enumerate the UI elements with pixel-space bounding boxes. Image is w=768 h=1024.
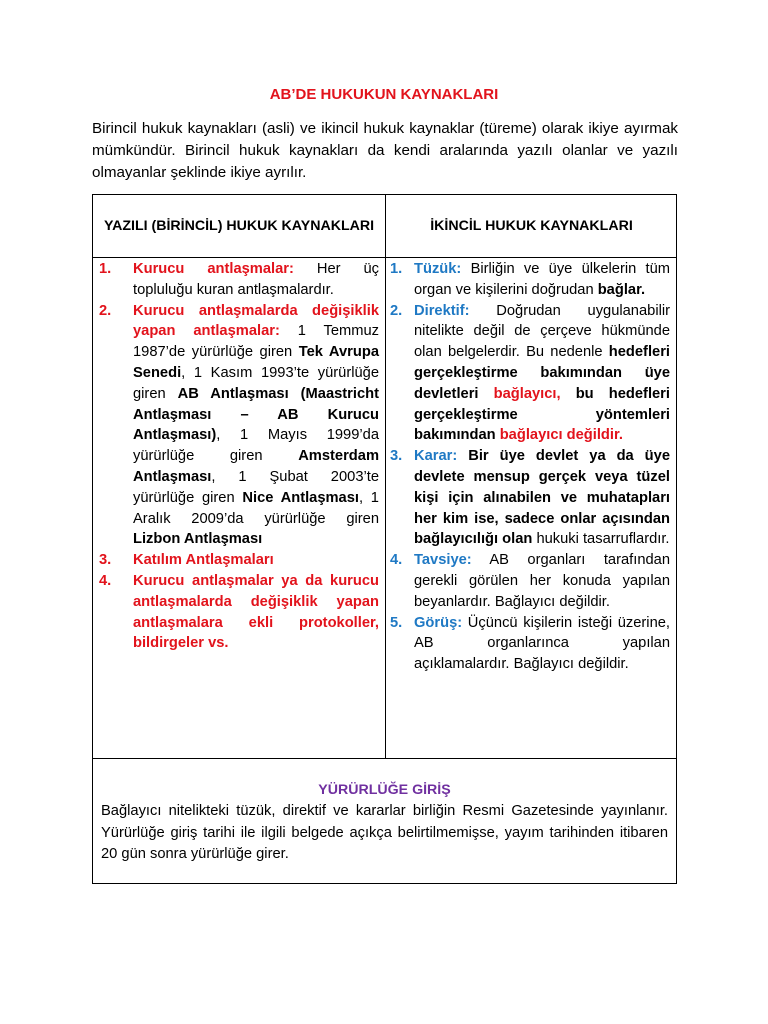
item-term: Görüş: (414, 614, 463, 631)
item-number: 3. (99, 552, 112, 569)
item-number: 1. (390, 261, 403, 277)
item-emphasis: Bir üye devlet ya da üye devlete mensup gerçek veya tüzel kişi için alınabilen ve muhatapları her kim ise, sadece onlar açısından bağlayıcılığı olan (414, 448, 670, 548)
item-number: 4. (99, 572, 112, 589)
sources-table (92, 194, 677, 884)
item-text: , 1 Kasım 1993’te yürürlüğe giren (133, 364, 379, 402)
secondary-sources-column (390, 259, 670, 675)
item-emphasis: bağlar. (597, 281, 646, 298)
item-text: AB organları tarafından gerekli görülen her konuda yapılan beyanlardır. Bağlayıcı değildir. (414, 552, 670, 610)
item-number: 3. (390, 448, 403, 465)
item-term: Direktif: (414, 302, 470, 319)
item-text: Her üç topluluğu kuran antlaşmalardır. (133, 261, 379, 298)
item-number: 2. (390, 302, 403, 319)
treaty-name: Lizbon Antlaşması (133, 531, 263, 548)
item-text: Birliğin ve üye ülkelerin tüm organ ve kişilerini doğrudan (414, 261, 670, 298)
treaty-name: Nice Antlaşması (242, 489, 359, 506)
secondary-source-item (390, 550, 670, 612)
primary-source-item (99, 550, 379, 571)
item-number: 5. (390, 614, 403, 631)
column-divider (385, 195, 386, 758)
header-divider (93, 257, 676, 258)
item-term: Kurucu antlaşmalarda değişiklik yapan antlaşmalar: (133, 302, 379, 340)
primary-source-item (99, 571, 379, 654)
intro-paragraph: Birincil hukuk kaynakları (asli) ve ikincil hukuk kaynaklar (türeme) olarak ikiye ayırmak mümkündür. Birincil hukuk kaynakları da kendi aralarında yazılı olanlar ve yazılı olmayanlar şeklinde ikiye ayrılır. (92, 120, 678, 181)
item-term: Katılım Antlaşmaları (133, 552, 274, 569)
item-text: hukuki tasarruflardır. (532, 531, 670, 548)
item-term: Kurucu antlaşmalar ya da kurucu antlaşmalarda değişiklik yapan antlaşmalara ekli protokoller, bildirgeler vs. (133, 572, 379, 652)
item-text: 1 Temmuz 1987’de yürürlüğe giren (133, 323, 379, 361)
primary-source-item (99, 301, 379, 551)
treaty-name: AB Antlaşması (Maastricht Antlaşması – AB Kurucu Antlaşması) (133, 385, 380, 444)
item-emphasis: bu hedefleri gerçekleştirme yöntemleri bakımından (414, 385, 670, 444)
primary-sources-header: YAZILI (BİRİNCİL) HUKUK KAYNAKLARI (103, 218, 375, 234)
entry-into-force-text: Bağlayıcı nitelikteki tüzük, direktif ve kararlar birliğin Resmi Gazetesinde yayınlanır. Yürürlüğe giriş tarihi ile ilgili belgede açıkça belirtilmemişse, yayım tarihinden itibaren 20 gün sonra yürürlüğe girer. (101, 803, 668, 863)
item-emphasis-red: bağlayıcı değildir. (499, 427, 623, 444)
treaty-name: Amsterdam Antlaşması (133, 448, 379, 485)
entry-into-force-title: YÜRÜRLÜĞE GİRİŞ (318, 782, 451, 798)
item-term: Karar: (414, 448, 458, 465)
entry-into-force-section (93, 759, 676, 866)
item-number: 2. (99, 302, 112, 319)
item-emphasis: hedefleri gerçekleştirme bakımından üye devletleri (414, 344, 670, 402)
item-number: 1. (99, 261, 112, 277)
primary-source-item (99, 259, 379, 301)
secondary-source-item (390, 301, 670, 447)
item-text: Üçüncü kişilerin isteği üzerine, AB organlarınca yapılan açıklamalardır. Bağlayıcı değildir. (414, 614, 670, 673)
item-term: Kurucu antlaşmalar: (133, 261, 294, 277)
secondary-source-item (390, 259, 670, 301)
item-text: , 1 Aralık 2009’da yürürlüğe giren (133, 489, 379, 527)
secondary-source-item (390, 446, 670, 550)
item-term: Tüzük: (414, 261, 462, 277)
secondary-sources-header: İKİNCİL HUKUK KAYNAKLARI (430, 218, 633, 234)
treaty-name: Tek Avrupa Senedi (133, 344, 379, 381)
item-term: Tavsiye: (414, 552, 472, 569)
document-title: AB’DE HUKUKUN KAYNAKLARI (269, 86, 499, 103)
item-text: , 1 Şubat 2003’te yürürlüğe giren (133, 468, 379, 506)
item-text: Doğrudan uygulanabilir nitelikte değil de çerçeve hükmünde olan belgelerdir. Bu nedenle (414, 302, 670, 361)
primary-sources-list (99, 259, 379, 654)
secondary-sources-list (390, 259, 670, 675)
item-emphasis-red: bağlayıcı, (493, 385, 561, 402)
primary-sources-column (99, 259, 379, 654)
secondary-source-item (390, 613, 670, 675)
item-number: 4. (390, 552, 403, 569)
item-text: , 1 Mayıs 1999’da yürürlüğe giren (133, 427, 379, 465)
